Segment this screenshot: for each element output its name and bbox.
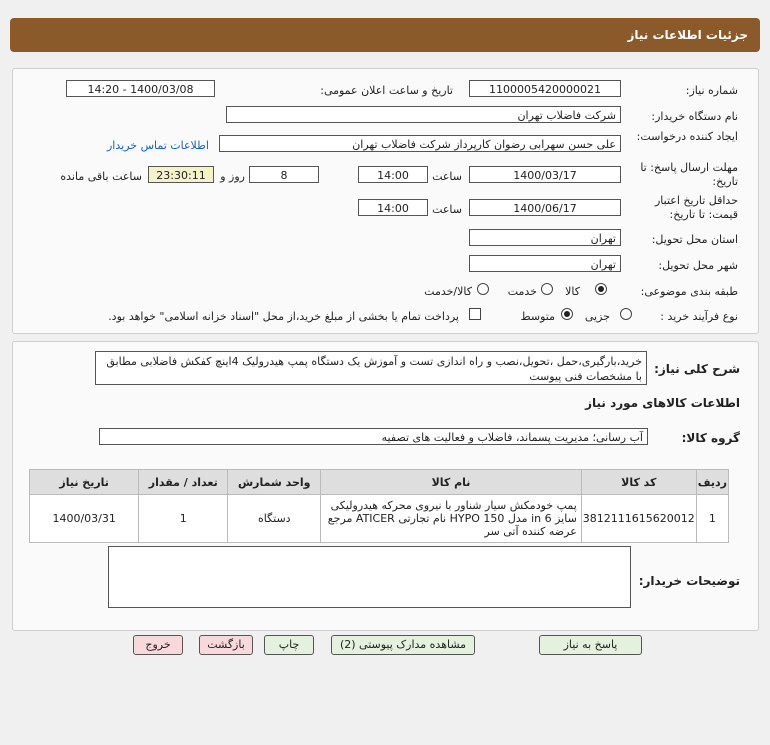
process-option-minor: جزیی (584, 310, 610, 323)
goods-group-field: آب رسانی؛ مدیریت پسماند، فاضلاب و فعالیت های تصفیه (99, 428, 648, 445)
table-row (30, 495, 729, 543)
cell-row: 1 (696, 495, 728, 543)
need-number-field: 1100005420000021 (469, 80, 621, 97)
validity-time-field: 14:00 (358, 199, 428, 216)
province-label: استان محل تحویل: (651, 233, 738, 246)
goods-section-title: اطلاعات کالاهای مورد نیاز (585, 396, 740, 410)
view-attachments-button[interactable]: مشاهده مدارک پیوستی (2) (331, 635, 475, 655)
treasury-note: پرداخت تمام یا بخشی از مبلغ خرید،از محل "اسناد خزانه اسلامی" خواهد بود. (108, 310, 459, 323)
cell-code: 3812111615620012 (581, 495, 696, 543)
back-button[interactable]: بازگشت (199, 635, 253, 655)
reply-button[interactable]: پاسخ به نیاز (539, 635, 642, 655)
validity-label: حداقل تاریخ اعتبار قیمت: تا تاریخ: (654, 194, 738, 221)
buyer-org-label: نام دستگاه خریدار: (651, 110, 738, 123)
buyer-org-field: شرکت فاضلاب تهران (226, 106, 621, 123)
buyer-notes-label: توضیحات خریدار: (638, 574, 740, 588)
remaining-label: ساعت باقی مانده (60, 170, 142, 183)
col-date: تاریخ نیاز (30, 470, 139, 495)
buyer-notes-field (108, 546, 631, 608)
col-unit: واحد شمارش (228, 470, 321, 495)
description-label: شرح کلی نیاز: (654, 362, 740, 376)
validity-time-label: ساعت (432, 203, 462, 216)
category-option-goods-service: کالا/خدمت (424, 285, 472, 298)
page-title: جزئیات اطلاعات نیاز (627, 28, 748, 42)
print-button[interactable]: چاپ (264, 635, 314, 655)
page-header (10, 18, 760, 52)
province-field: تهران (469, 229, 621, 246)
items-table (29, 469, 729, 543)
category-radio-service[interactable] (541, 283, 553, 295)
city-label: شهر محل تحویل: (658, 259, 738, 272)
validity-date-field: 1400/06/17 (469, 199, 621, 216)
days-field: 8 (249, 166, 319, 183)
process-radio-minor[interactable] (620, 308, 632, 320)
contact-buyer-link[interactable]: اطلاعات تماس خریدار (107, 139, 209, 152)
description-text: خرید،بارگیری،حمل ،تحویل،نصب و راه اندازی تست و آموزش یک دستگاه پمپ هیدرولیک 4اینچ کفکش فاضلابی مطابق با مشخصات فنی پیوست (95, 351, 647, 385)
col-row: ردیف (696, 470, 728, 495)
deadline-date-field: 1400/03/17 (469, 166, 621, 183)
deadline-time-label: ساعت (432, 170, 462, 183)
deadline-time-field: 14:00 (358, 166, 428, 183)
category-option-service: خدمت (507, 285, 537, 298)
category-label: طبقه بندی موضوعی: (640, 285, 738, 298)
process-option-medium: متوسط (520, 310, 555, 323)
announce-field: 1400/03/08 - 14:20 (66, 80, 215, 97)
exit-button[interactable]: خروج (133, 635, 183, 655)
requester-label: ایجاد کننده درخواست: (636, 130, 738, 143)
process-radio-medium[interactable] (561, 308, 573, 320)
city-field: تهران (469, 255, 621, 272)
cell-date: 1400/03/31 (30, 495, 139, 543)
days-label: روز و (220, 170, 245, 183)
requester-field: علی حسن سهرابی رضوان کارپرداز شرکت فاضلاب تهران (219, 135, 621, 152)
need-number-label: شماره نیاز: (685, 84, 738, 97)
category-option-goods: کالا (565, 285, 580, 298)
col-name: نام کالا (321, 470, 582, 495)
goods-group-label: گروه کالا: (681, 431, 740, 445)
treasury-checkbox[interactable] (469, 308, 481, 320)
cell-qty: 1 (139, 495, 228, 543)
process-label: نوع فرآیند خرید : (660, 310, 738, 323)
col-code: کد کالا (581, 470, 696, 495)
remaining-time-field: 23:30:11 (148, 166, 214, 183)
col-qty: تعداد / مقدار (139, 470, 228, 495)
category-radio-goods-service[interactable] (477, 283, 489, 295)
deadline-label: مهلت ارسال پاسخ: تا تاریخ: (640, 161, 738, 188)
category-radio-goods[interactable] (595, 283, 607, 295)
cell-name: پمپ خودمکش سیار شناور با نیروی محرکه هیدرولیکی سایز 6 in مدل HYPO 150 نام تجارتی ATICER مرجع عرضه کننده آتی سر (321, 495, 582, 543)
announce-label: تاریخ و ساعت اعلان عمومی: (320, 84, 453, 97)
cell-unit: دستگاه (228, 495, 321, 543)
